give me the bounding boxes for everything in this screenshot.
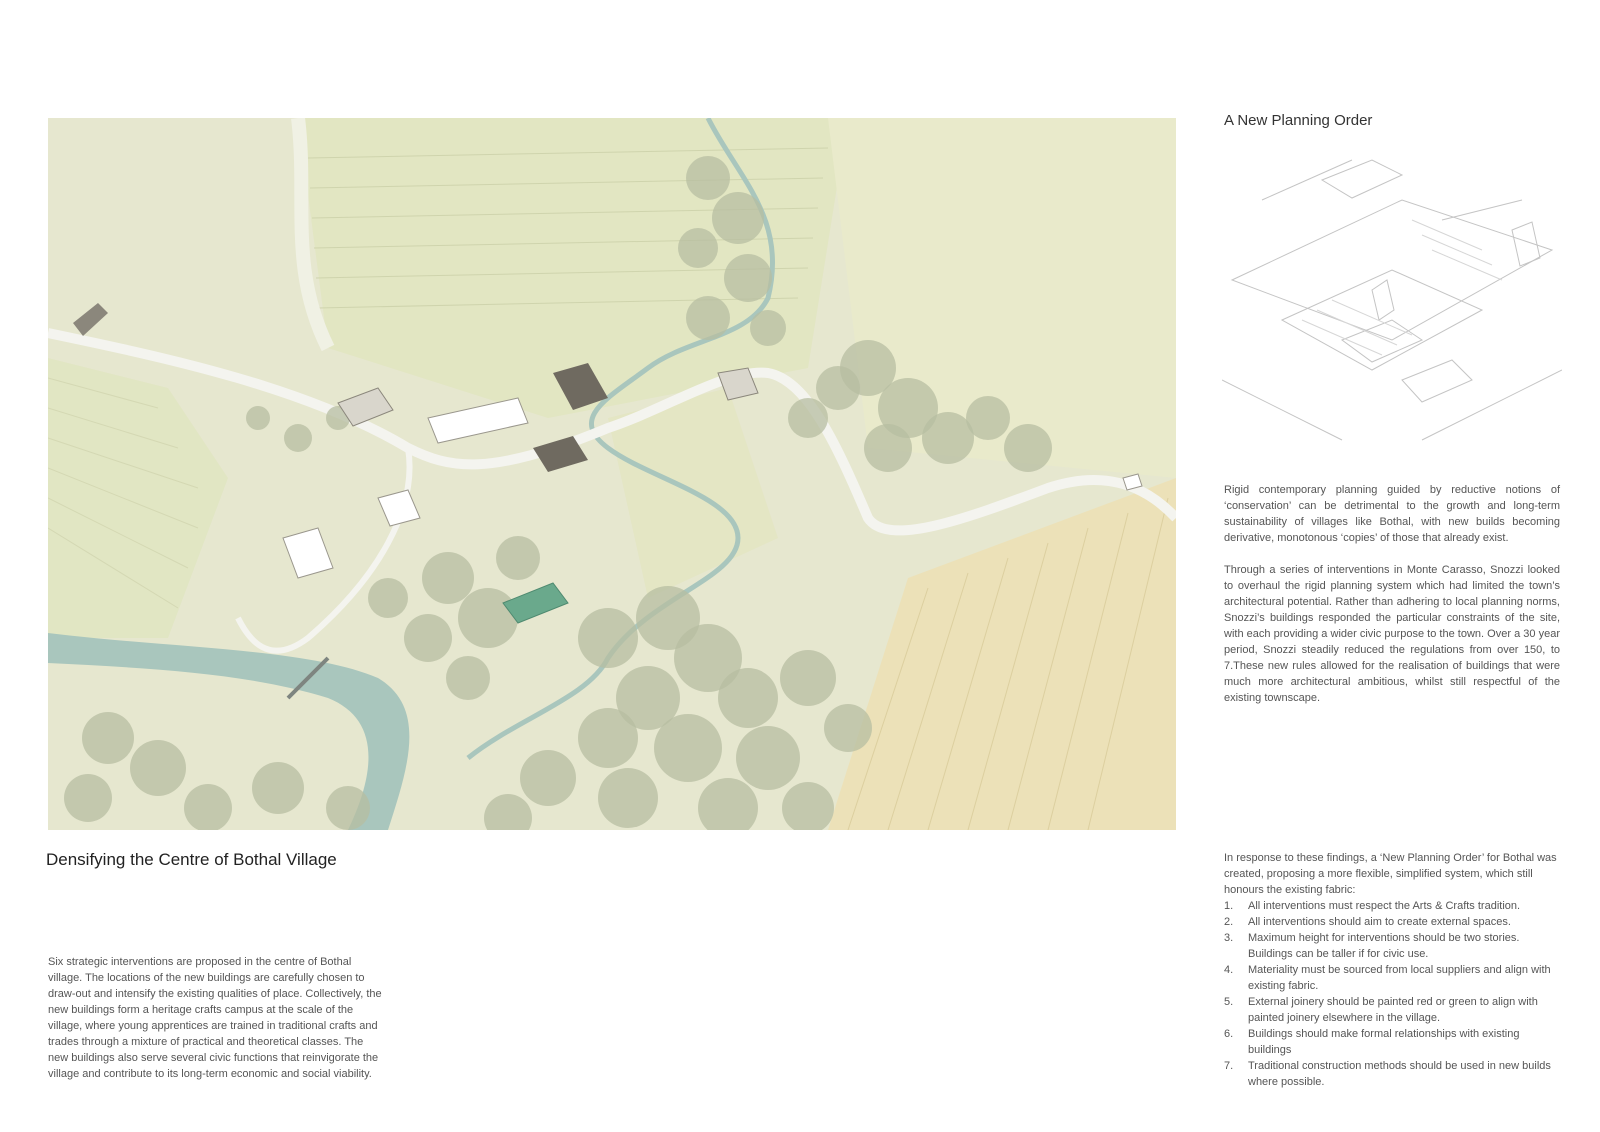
rule-text: Buildings should make formal relationships with existing buildings bbox=[1248, 1028, 1520, 1056]
planning-rules-list bbox=[1224, 898, 1560, 1090]
axonometric-artwork bbox=[1222, 140, 1562, 456]
rule-text: Traditional construction methods should be used in new builds where possible. bbox=[1248, 1060, 1551, 1088]
rule-number: 4. bbox=[1224, 964, 1234, 976]
aerial-village-map bbox=[48, 118, 1176, 830]
rule-number: 5. bbox=[1224, 996, 1234, 1008]
rule-number: 1. bbox=[1224, 900, 1234, 912]
rule-text: Maximum height for interventions should be two stories. Buildings can be taller if for civic use. bbox=[1248, 932, 1520, 960]
planning-order-title: A New Planning Order bbox=[1224, 112, 1373, 129]
planning-paragraph-1: Rigid contemporary planning guided by reductive notions of ‘conservation’ can be detrimental to the growth and long-term sustainability of villages like Bothal, with new builds becoming derivative, monotonous ‘copies’ of those that already exist. bbox=[1224, 484, 1560, 544]
rule-item bbox=[1224, 994, 1560, 1026]
rule-number: 7. bbox=[1224, 1060, 1234, 1072]
rule-text: All interventions should aim to create external spaces. bbox=[1248, 916, 1511, 928]
village-paragraph: Six strategic interventions are proposed in the centre of Bothal village. The locations of the new buildings are carefully chosen to draw-out and intensify the existing qualities of place. Collectively, the new buildings form a heritage crafts campus at the scale of the village, where young apprentices are trained in traditional crafts and trades through a mixture of practical and theoretical classes. The new buildings also serve several civic functions that reinvigorate the village and contribute to its long-term economic and social viability. bbox=[48, 956, 382, 1080]
rule-number: 2. bbox=[1224, 916, 1234, 928]
rule-number: 6. bbox=[1224, 1028, 1234, 1040]
rule-item bbox=[1224, 930, 1560, 962]
rule-number: 3. bbox=[1224, 932, 1234, 944]
rule-item bbox=[1224, 962, 1560, 994]
planning-paragraph-2: Through a series of interventions in Monte Carasso, Snozzi looked to overhaul the rigid planning system which had limited the town’s architectural potential. Rather than adhering to local planning norms, Snozzi’s buildings responded the particular constraints of the site, with each providing a wider civic purpose to the town. Over a 30 year period, Snozzi steadily reduced the regulations from over 150, to 7.These new rules allowed for the realisation of buildings that were much more architectural ambitious, whilst still respectful of the existing townscape. bbox=[1224, 564, 1560, 704]
axonometric-drawing bbox=[1222, 140, 1562, 456]
map-artwork bbox=[48, 118, 1176, 830]
rule-text: All interventions must respect the Arts & Crafts tradition. bbox=[1248, 900, 1521, 912]
village-title: Densifying the Centre of Bothal Village bbox=[46, 850, 337, 869]
rule-item bbox=[1224, 914, 1560, 930]
rule-item bbox=[1224, 1026, 1560, 1058]
rule-text: Materiality must be sourced from local suppliers and align with existing fabric. bbox=[1248, 964, 1551, 992]
planning-intro: In response to these findings, a ‘New Planning Order’ for Bothal was created, proposing a more flexible, simplified system, which still honours the existing fabric: bbox=[1224, 852, 1557, 896]
rule-item bbox=[1224, 898, 1560, 914]
rule-text: External joinery should be painted red or green to align with painted joinery elsewhere in the village. bbox=[1248, 996, 1538, 1024]
rule-item bbox=[1224, 1058, 1560, 1090]
